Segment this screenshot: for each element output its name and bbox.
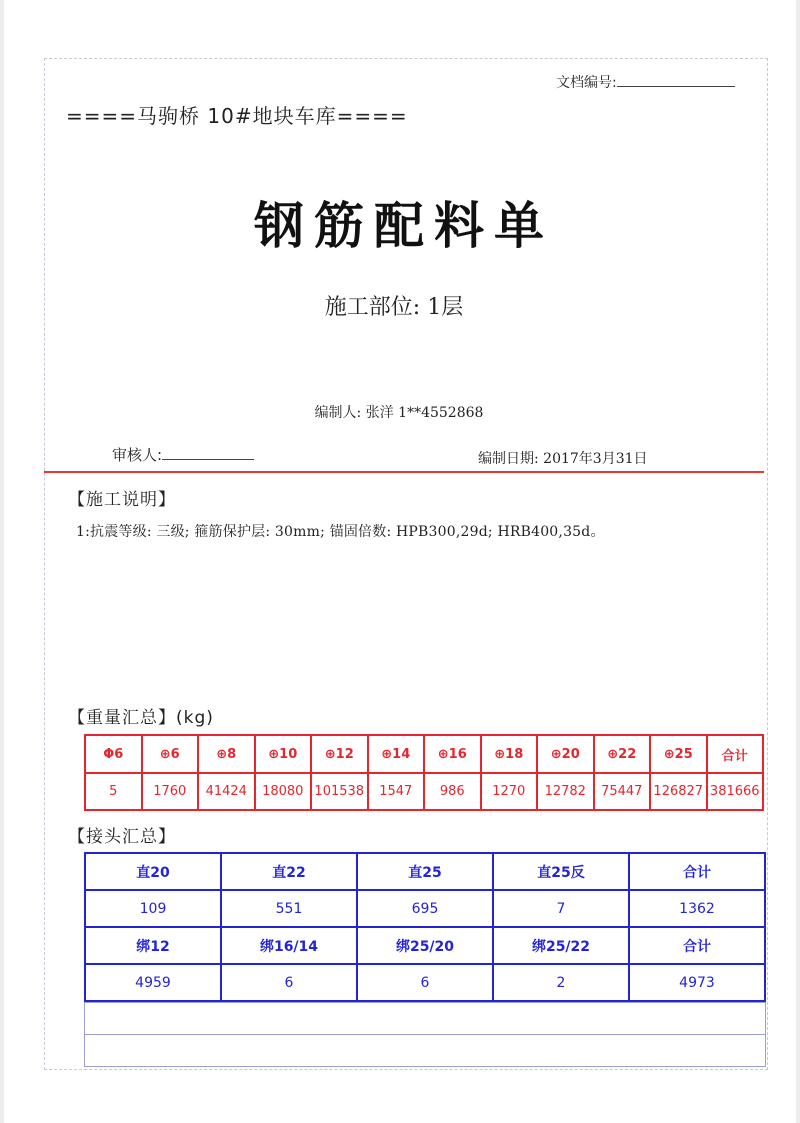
construction-location: 施工部位: 1层 bbox=[324, 295, 464, 320]
weight-value: 1760 bbox=[142, 773, 199, 810]
reviewer-blank bbox=[162, 445, 254, 460]
doc-number-blank bbox=[617, 72, 735, 87]
notes-heading: 【施工说明】 bbox=[68, 490, 176, 510]
weight-value: 41424 bbox=[198, 773, 255, 810]
project-name: ====马驹桥 10#地块车库==== bbox=[66, 104, 408, 128]
joint-value: 551 bbox=[221, 890, 357, 927]
joint-col-header: 直22 bbox=[221, 853, 357, 890]
weight-col-header: ⊕25 bbox=[650, 735, 707, 773]
joint-value-total: 1362 bbox=[629, 890, 765, 927]
weight-value: 1270 bbox=[481, 773, 538, 810]
weight-value: 5 bbox=[85, 773, 142, 810]
weight-col-header-total: 合计 bbox=[707, 735, 764, 773]
weight-summary-title: 【重量汇总】 bbox=[68, 708, 176, 728]
weight-col-header: ⊕14 bbox=[368, 735, 425, 773]
joint-col-header: 直25 bbox=[357, 853, 493, 890]
weight-value-row bbox=[85, 773, 763, 810]
joint-col-header: 绑25/22 bbox=[493, 927, 629, 964]
header-divider bbox=[44, 471, 764, 473]
weight-value: 1547 bbox=[368, 773, 425, 810]
weight-col-header: ⊕22 bbox=[594, 735, 651, 773]
doc-number bbox=[556, 72, 735, 92]
weight-summary-table bbox=[84, 734, 764, 811]
joint-col-header: 绑16/14 bbox=[221, 927, 357, 964]
joint-summary-heading: 【接头汇总】 bbox=[68, 827, 176, 847]
joint-col-header: 直20 bbox=[85, 853, 221, 890]
joint-header-row bbox=[85, 853, 765, 890]
weight-col-header: ⊕18 bbox=[481, 735, 538, 773]
document-page bbox=[4, 0, 796, 1123]
joint-header-row bbox=[85, 927, 765, 964]
weight-col-header: ⊕6 bbox=[142, 735, 199, 773]
blank-row bbox=[84, 1035, 766, 1067]
prepared-date: 编制日期: 2017年3月31日 bbox=[478, 451, 648, 467]
preparer: 编制人: 张洋 1**4552868 bbox=[314, 405, 484, 421]
weight-value: 18080 bbox=[255, 773, 312, 810]
weight-col-header: ⊕8 bbox=[198, 735, 255, 773]
blank-table-rows bbox=[84, 1002, 766, 1067]
weight-col-header: Φ6 bbox=[85, 735, 142, 773]
weight-value: 986 bbox=[424, 773, 481, 810]
joint-col-header: 绑12 bbox=[85, 927, 221, 964]
weight-value: 126827 bbox=[650, 773, 707, 810]
doc-number-label: 文档编号: bbox=[556, 75, 617, 91]
joint-value-row bbox=[85, 964, 765, 1001]
joint-value: 2 bbox=[493, 964, 629, 1001]
joint-value-total: 4973 bbox=[629, 964, 765, 1001]
notes-line: 1:抗震等级: 三级; 箍筋保护层: 30mm; 锚固倍数: HPB300,29d; HRB400,35d。 bbox=[76, 524, 605, 540]
joint-value: 695 bbox=[357, 890, 493, 927]
weight-header-row bbox=[85, 735, 763, 773]
joint-value-row bbox=[85, 890, 765, 927]
joint-value: 109 bbox=[85, 890, 221, 927]
weight-summary-heading bbox=[68, 703, 214, 728]
joint-value: 7 bbox=[493, 890, 629, 927]
joint-col-header-total: 合计 bbox=[629, 853, 765, 890]
weight-col-header: ⊕16 bbox=[424, 735, 481, 773]
joint-col-header: 直25反 bbox=[493, 853, 629, 890]
weight-value: 12782 bbox=[537, 773, 594, 810]
joint-col-header-total: 合计 bbox=[629, 927, 765, 964]
joint-col-header: 绑25/20 bbox=[357, 927, 493, 964]
blank-row bbox=[84, 1002, 766, 1035]
weight-value: 101538 bbox=[311, 773, 368, 810]
weight-summary-unit: (kg) bbox=[176, 708, 214, 728]
weight-value-total: 381666 bbox=[707, 773, 764, 810]
joint-summary-table bbox=[84, 852, 766, 1002]
weight-col-header: ⊕10 bbox=[255, 735, 312, 773]
weight-col-header: ⊕12 bbox=[311, 735, 368, 773]
reviewer-label: 审核人: bbox=[112, 446, 163, 464]
joint-value: 6 bbox=[357, 964, 493, 1001]
weight-value: 75447 bbox=[594, 773, 651, 810]
joint-value: 6 bbox=[221, 964, 357, 1001]
joint-value: 4959 bbox=[85, 964, 221, 1001]
weight-col-header: ⊕20 bbox=[537, 735, 594, 773]
reviewer bbox=[112, 444, 254, 465]
page-title: 钢筋配料单 bbox=[254, 196, 554, 255]
